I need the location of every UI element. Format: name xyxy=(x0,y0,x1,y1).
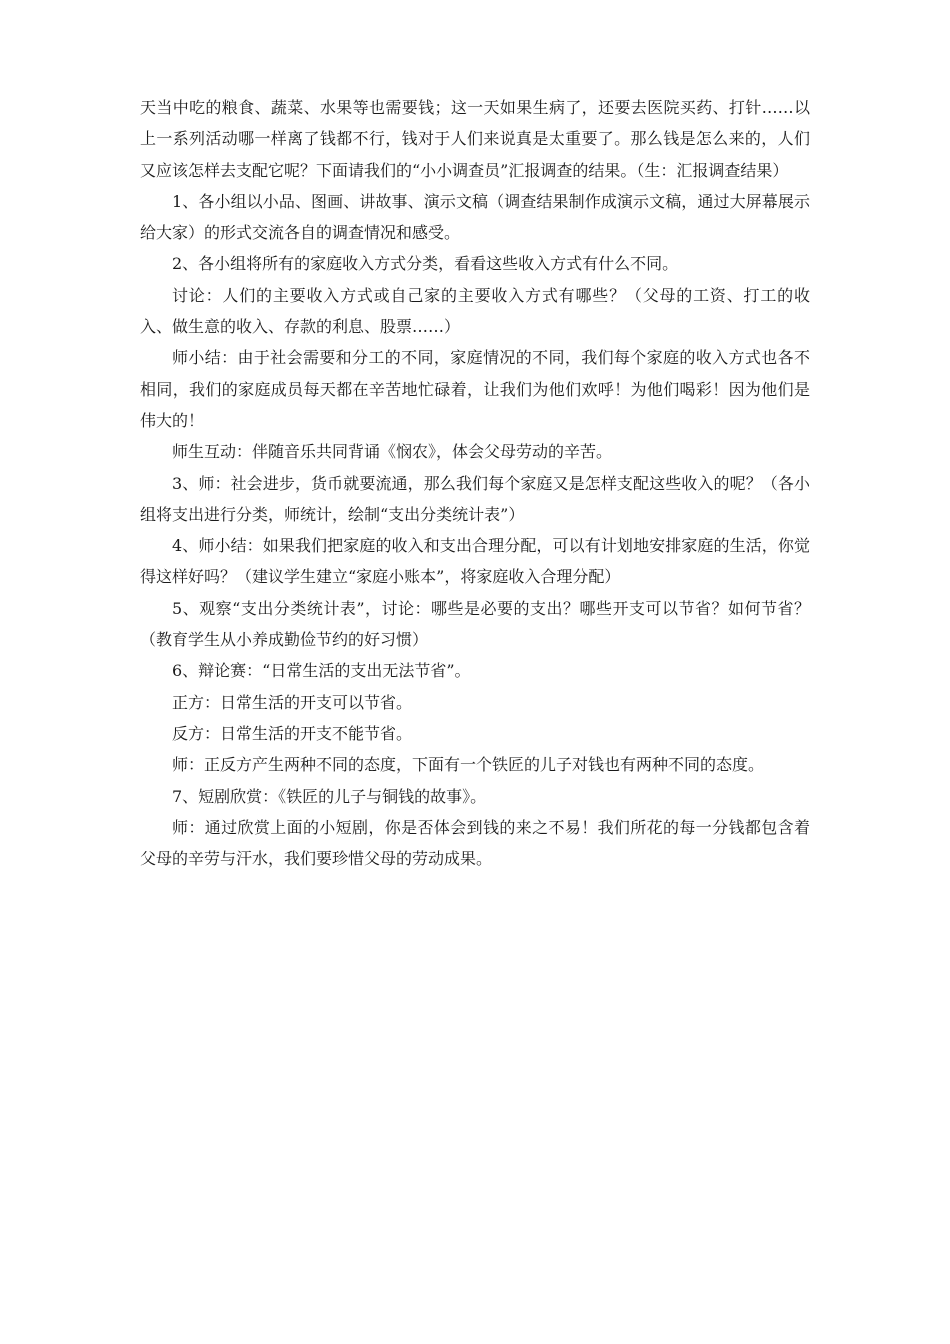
paragraph-step-2: 2、各小组将所有的家庭收入方式分类，看看这些收入方式有什么不同。 xyxy=(172,254,679,274)
paragraph-step-1: 1、各小组以小品、图画、讲故事、演示文稿（调查结果制作成演示文稿，通过大屏幕展示给大家）的形式交流各自的调查情况和感受。 xyxy=(140,191,810,243)
paragraph-teacher-transition: 师：正反方产生两种不同的态度，下面有一个铁匠的儿子对钱也有两种不同的态度。 xyxy=(172,755,765,775)
paragraph-teacher-closing: 师：通过欣赏上面的小短剧，你是否体会到钱的来之不易！我们所花的每一分钱都包含着父母的辛劳与汗水，我们要珍惜父母的劳动成果。 xyxy=(140,817,810,869)
paragraph-negative: 反方：日常生活的开支不能节省。 xyxy=(172,723,413,743)
paragraph-interaction: 师生互动：伴随音乐共同背诵《悯农》，体会父母劳动的辛苦。 xyxy=(172,442,613,462)
paragraph-step-3: 3、师：社会进步，货币就要流通，那么我们每个家庭又是怎样支配这些收入的呢？（各小组将支出进行分类，师统计，绘制“支出分类统计表”） xyxy=(140,473,810,524)
paragraph-step-5: 5、观察“支出分类统计表”，讨论：哪些是必要的支出？哪些开支可以节省？如何节省？（教育学生从小养成勤俭节约的好习惯） xyxy=(140,598,810,650)
paragraph-teacher-summary: 师小结：由于社会需要和分工的不同，家庭情况的不同，我们每个家庭的收入方式也各不相同，我们的家庭成员每天都在辛苦地忙碌着，让我们为他们欢呼！为他们喝彩！因为他们是伟大的！ xyxy=(140,348,810,430)
paragraph-step-4: 4、师小结：如果我们把家庭的收入和支出合理分配，可以有计划地安排家庭的生活，你觉得这样好吗？（建议学生建立“家庭小账本”，将家庭收入合理分配） xyxy=(140,536,810,587)
paragraph-intro-continued: 天当中吃的粮食、蔬菜、水果等也需要钱；这一天如果生病了，还要去医院买药、打针……以上一系列活动哪一样离了钱都不行，钱对于人们来说真是太重要了。那么钱是怎么来的，人们又应该怎样去支配它呢？下面请我们的“小小调查员”汇报调查的结果。（生：汇报调查结果） xyxy=(140,98,810,180)
paragraph-discussion: 讨论：人们的主要收入方式或自己家的主要收入方式有哪些？（父母的工资、打工的收入、做生意的收入、存款的利息、股票……） xyxy=(140,285,810,337)
paragraph-affirmative: 正方：日常生活的开支可以节省。 xyxy=(172,692,413,712)
paragraph-step-6: 6、辩论赛：“日常生活的支出无法节省”。 xyxy=(172,661,471,681)
paragraph-step-7: 7、短剧欣赏：《铁匠的儿子与铜钱的故事》。 xyxy=(172,786,487,806)
